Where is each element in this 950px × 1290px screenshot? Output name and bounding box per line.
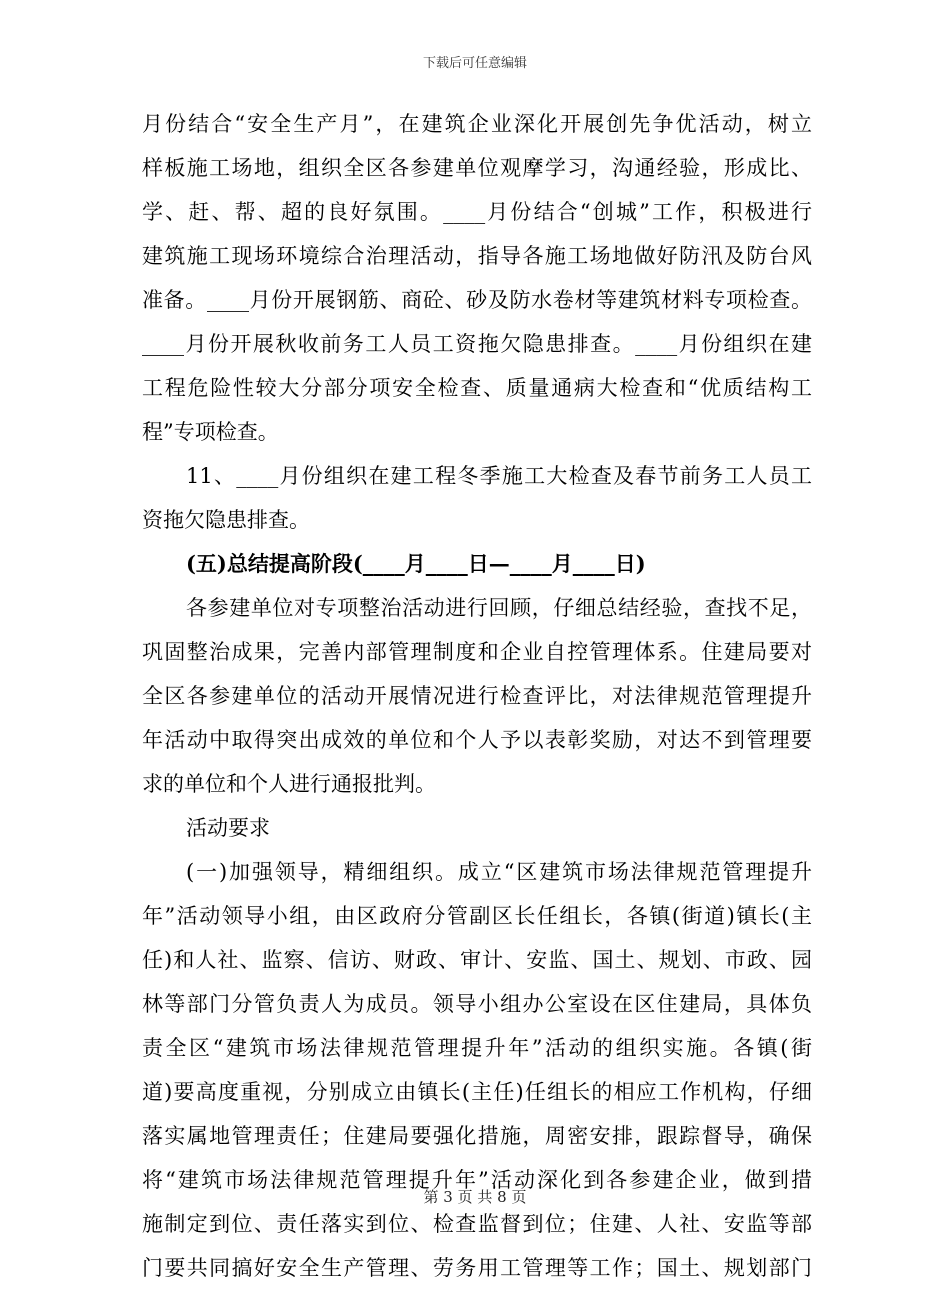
- text-line: 月份结合“安全生产月”，在建筑企业深化开展创先争优活动，树立: [142, 112, 812, 136]
- text-line: 活动要求: [186, 816, 270, 840]
- text-line: ____月份开展秋收前务工人员工资拖欠隐患排查。____月份组织在建: [142, 332, 812, 356]
- text-line: 年活动中取得突出成效的单位和个人予以表彰奖励，对达不到管理要: [142, 728, 812, 752]
- text-line: 门要共同搞好安全生产管理、劳务用工管理等工作；国土、规划部门: [142, 1256, 812, 1280]
- text-line: 林等部门分管负责人为成员。领导小组办公室设在区住建局，具体负: [142, 992, 812, 1016]
- text-line: 落实属地管理责任；住建局要强化措施，周密安排，跟踪督导，确保: [142, 1124, 812, 1148]
- text-line: 各参建单位对专项整治活动进行回顾，仔细总结经验，查找不足，: [186, 596, 812, 620]
- text-line: 11、____月份组织在建工程冬季施工大检查及春节前务工人员工: [186, 464, 812, 488]
- text-line: 程”专项检查。: [142, 420, 279, 444]
- text-line: 任)和人社、监察、信访、财政、审计、安监、国土、规划、市政、园: [142, 948, 812, 972]
- text-line: 样板施工场地，组织全区各参建单位观摩学习，沟通经验，形成比、: [142, 156, 812, 180]
- text-line: 求的单位和个人进行通报批判。: [142, 772, 436, 796]
- text-line: 巩固整治成果，完善内部管理制度和企业自控管理体系。住建局要对: [142, 640, 812, 664]
- text-line: 建筑施工现场环境综合治理活动，指导各施工场地做好防汛及防台风: [142, 244, 812, 268]
- document-body: [142, 102, 812, 1290]
- text-line: 道)要高度重视，分别成立由镇长(主任)任组长的相应工作机构，仔细: [142, 1080, 812, 1104]
- text-line: 准备。____月份开展钢筋、商砼、砂及防水卷材等建筑材料专项检查。: [142, 288, 812, 312]
- text-line: (一)加强领导，精细组织。成立“区建筑市场法律规范管理提升: [186, 860, 812, 884]
- text-line: 资拖欠隐患排查。: [142, 508, 310, 532]
- section-heading: (五)总结提高阶段(____月____日—____月____日): [186, 551, 646, 576]
- text-line: 年”活动领导小组，由区政府分管副区长任组长，各镇(街道)镇长(主: [142, 904, 812, 928]
- text-line: 将“建筑市场法律规范管理提升年”活动深化到各参建企业，做到措: [142, 1168, 812, 1192]
- text-line: 全区各参建单位的活动开展情况进行检查评比，对法律规范管理提升: [142, 684, 812, 708]
- text-line: 学、赶、帮、超的良好氛围。____月份结合“创城”工作，积极进行: [142, 200, 812, 224]
- text-line: 施制定到位、责任落实到位、检查监督到位；住建、人社、安监等部: [142, 1212, 812, 1236]
- text-line: 工程危险性较大分部分项安全检查、质量通病大检查和“优质结构工: [142, 376, 812, 400]
- page-header: 下载后可任意编辑: [422, 56, 527, 71]
- text-line: 责全区“建筑市场法律规范管理提升年”活动的组织实施。各镇(街: [142, 1036, 812, 1060]
- page-footer: 第 3 页 共 8 页: [423, 1188, 527, 1206]
